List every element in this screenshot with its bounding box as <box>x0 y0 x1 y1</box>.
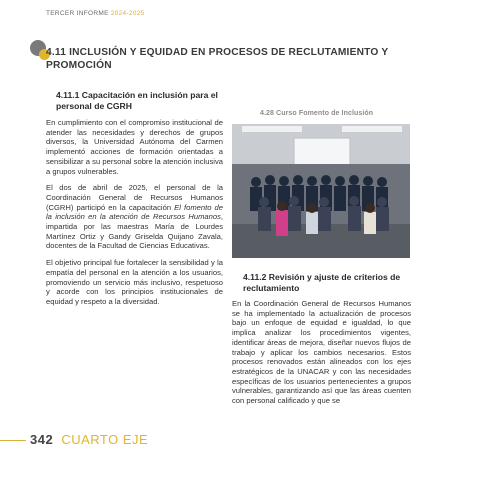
footer-rule <box>0 440 26 441</box>
figure-caption: 4.28 Curso Fomento de Inclusión <box>260 110 374 117</box>
group-photo <box>232 124 410 258</box>
chapter-label: CUARTO EJE <box>61 432 149 447</box>
subsection-title-4-11-2: 4.11.2 Revisión y ajuste de criterios de reclutamiento <box>243 272 401 293</box>
section-title: 4.11 INCLUSIÓN Y EQUIDAD EN PROCESOS DE RECLUTAMIENTO Y PROMOCIÓN <box>46 47 389 71</box>
paragraph: El objetivo principal fue fortalecer la sensibilidad y la empatía del personal en la atención a los usuarios, promoviendo un servicio más inclusivo, respetuoso y acorde con los principios institucionales de equidad y respeto a la diversidad. <box>46 258 223 306</box>
page-number: 342 <box>30 432 54 447</box>
paragraph: En la Coordinación General de Recursos Humanos se ha implementado la actualización de procesos bajo un enfoque de equidad e igualdad, lo que implica analizar los procedimientos vigentes, identificar áreas de mejora, diseñar nuevos flujos de trabajo y aplicar los cambios necesarios. Estos procesos renovados están alineados con los ejes estratégicos de la UNACAR y con las necesidades específicas de los usuarios pertenecientes a grupos vulnerables, garantizando así que las áreas cuenten con personal calificado y que se <box>232 299 411 406</box>
subsection-title-4-11-1: 4.11.1 Capacitación en inclusión para el personal de CGRH <box>56 90 218 111</box>
running-header <box>46 10 145 17</box>
paragraph: En cumplimiento con el compromiso institucional de atender las necesidades y derechos de grupos diversos, la Universidad Autónoma del Carmen implementó acciones de formación orientadas a sensibilizar a su personal sobre la atención inclusiva a grupos vulnerables. <box>46 118 223 176</box>
report-name: TERCER INFORME <box>46 10 109 17</box>
right-column <box>232 299 411 406</box>
left-column <box>46 118 223 314</box>
paragraph: El dos de abril de 2025, el personal de la Coordinación General de Recursos Humanos (CGRH) participó en la capacitación El fomento de la inclusión en la atención de Recursos Humanos, impartida por las maestras María de Lourdes Martínez Ortiz y Gandy Griselda Quijano Zavala, docentes de la Facultad de Ciencias Educativas. <box>46 183 223 251</box>
report-years: 2024-2025 <box>110 10 145 17</box>
page-footer <box>30 432 148 447</box>
